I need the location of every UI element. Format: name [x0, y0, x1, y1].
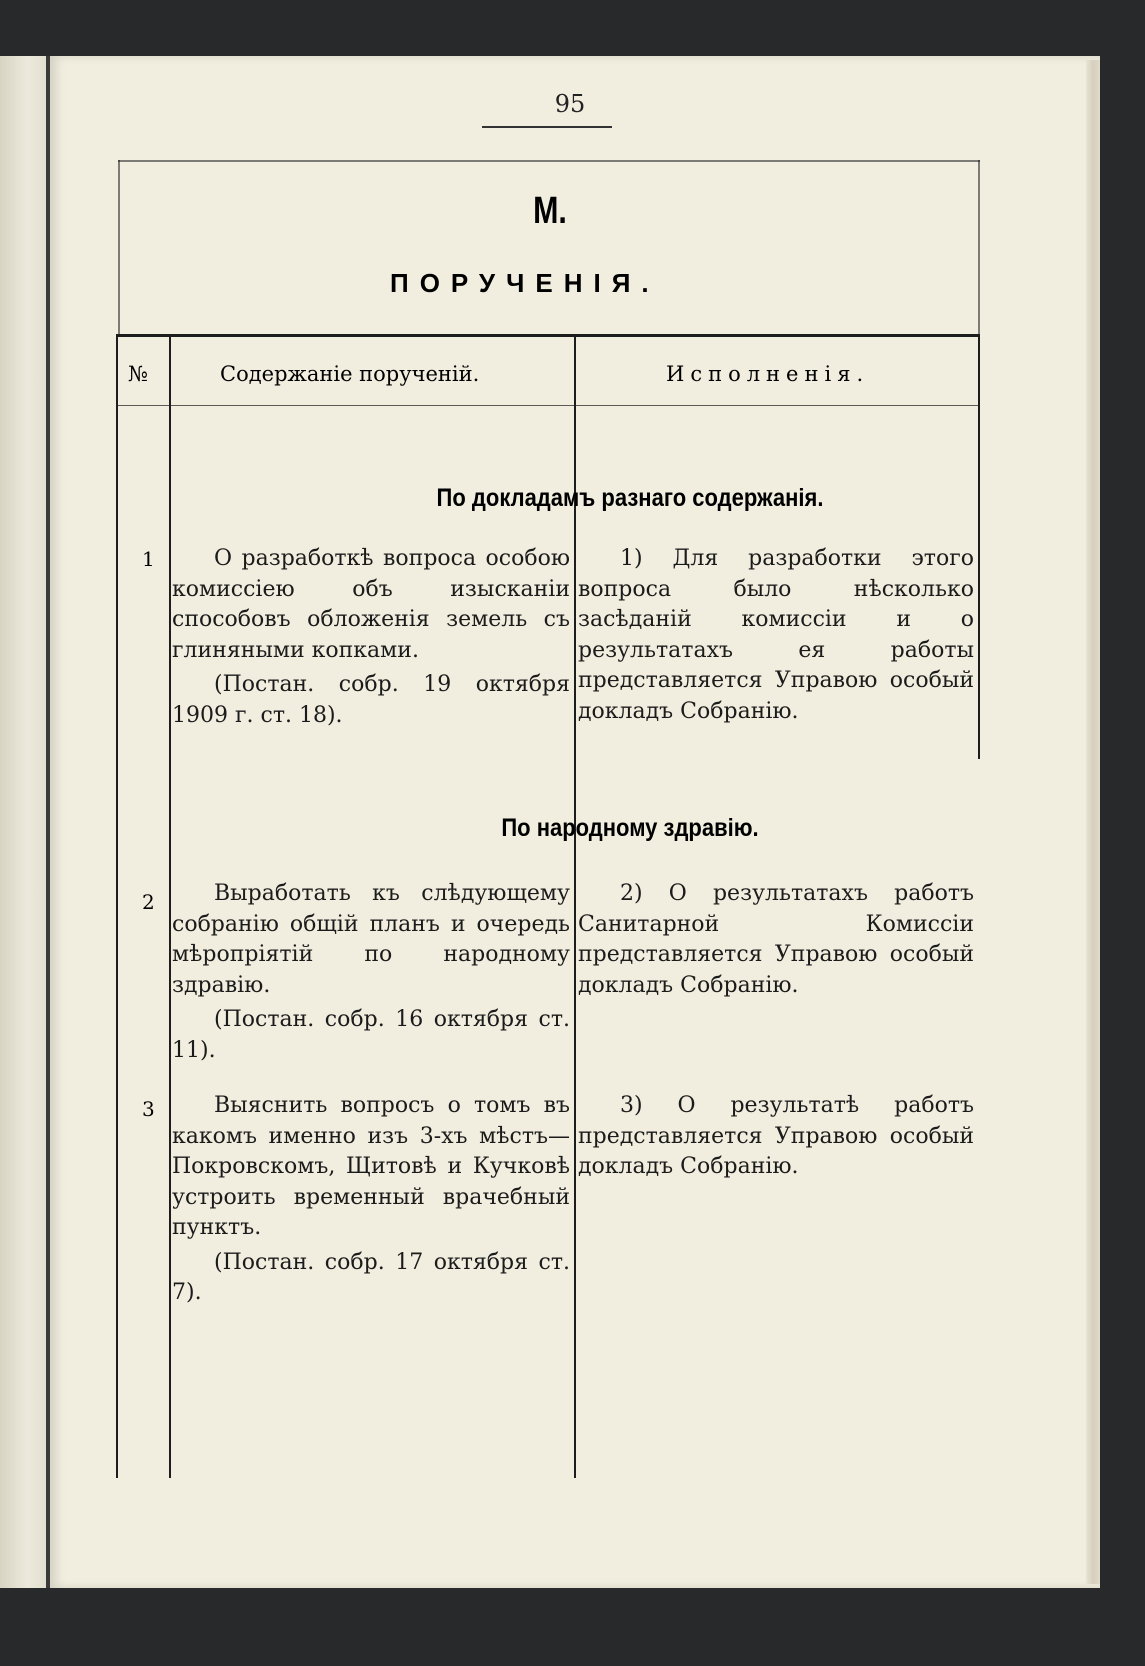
number-column-divider [169, 334, 171, 1478]
left-page-edge [0, 56, 46, 1588]
header-execution: Исполненія. [666, 362, 870, 386]
row-execution-text: 2) О результатахъ работъ Санитарной Комиссіи представляется Управою особый докладъ Собранію. [578, 881, 974, 998]
group-title-public-health: По народному здравію. [501, 814, 759, 842]
row-execution [578, 879, 974, 1001]
row-content-text: Выяснить вопросъ о томъ въ какомъ именно изъ 3-хъ мѣстъ—Покровскомъ, Щитовѣ и Кучковѣ устроить временный врачебный пунктъ. [172, 1093, 570, 1240]
row-resolution-note: (Постан. собр. 17 октября ст. 7). [172, 1249, 570, 1305]
row-resolution-note: (Постан. собр. 16 октября ст. 11). [172, 1007, 570, 1063]
row-execution-text: 3) О результатѣ работъ представляется Управою особый докладъ Собранію. [578, 1093, 974, 1179]
row-content [172, 1091, 570, 1309]
page-number-rule [482, 126, 612, 128]
table-right-border [978, 334, 980, 759]
row-number: 1 [142, 547, 155, 571]
table-top-rule [116, 334, 980, 337]
row-content-text: Выработать къ слѣдующему собранію общій планъ и очередь мѣропріятій по народному здравію. [172, 881, 570, 998]
page-stack-edge [1086, 60, 1100, 1584]
row-number: 3 [142, 1097, 155, 1121]
section-letter: М. [533, 190, 567, 232]
section-title: ПОРУЧЕНІЯ. [390, 268, 660, 298]
row-execution [578, 1091, 974, 1183]
table-header-rule [116, 405, 980, 406]
row-content [172, 544, 570, 731]
frame-right-upper [978, 160, 980, 336]
row-content [172, 879, 570, 1066]
header-content: Содержаніе порученій. [220, 362, 480, 386]
row-number: 2 [142, 890, 155, 914]
top-frame-line [118, 160, 980, 162]
frame-left-upper [118, 160, 120, 336]
table-left-border [116, 334, 118, 1478]
header-number: № [128, 362, 148, 386]
row-content-text: О разработкѣ вопроса особою комиссіею объ изысканіи способовъ обложенія земель съ глиняными копками. [172, 546, 570, 663]
page-number: 95 [554, 90, 586, 118]
row-execution-text: 1) Для разработки этого вопроса было нѣсколько засѣданій комиссіи и о результатахъ ея работы представляется Управою особый докладъ Собранію. [578, 546, 974, 724]
row-execution [578, 544, 974, 727]
row-resolution-note: (Постан. собр. 19 октября 1909 г. ст. 18). [172, 672, 570, 728]
group-title-misc-reports: По докладамъ разнаго содержанія. [436, 484, 824, 512]
